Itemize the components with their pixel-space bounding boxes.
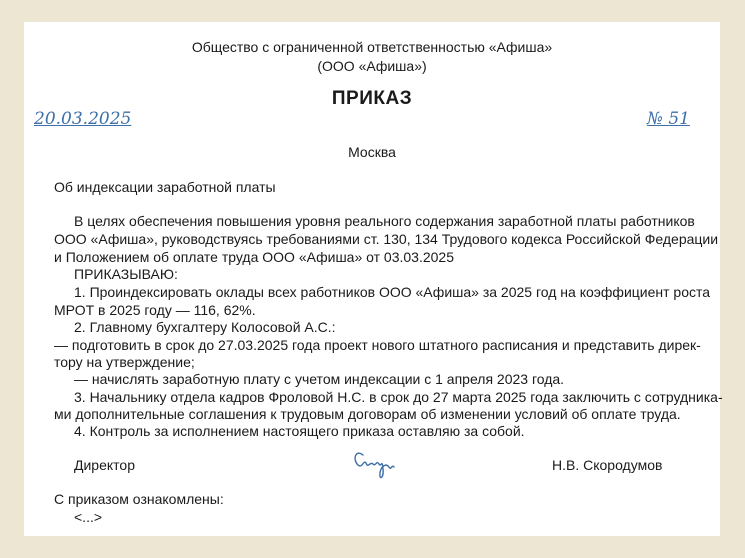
acquainted-label: С приказом ознакомлены: — [54, 491, 224, 507]
document-date: 20.03.2025 — [34, 109, 132, 129]
org-name: Общество с ограниченной ответственностью «Афиша» — [191, 39, 553, 55]
signature-icon — [350, 445, 400, 485]
body-line: 1. Проиндексировать оклады всех работников ООО «Афиша» за 2025 год на коэффициент роста — [74, 284, 711, 300]
document-number: № 51 — [646, 109, 690, 129]
org-short-name: (ООО «Афиша») — [317, 58, 427, 74]
document-sheet — [24, 22, 723, 536]
document-title: ПРИКАЗ — [331, 88, 413, 109]
body-line: — начислять заработную плату с учетом индексации с 1 апреля 2023 года. — [74, 371, 565, 387]
body-line: тору на утверждение; — [54, 354, 195, 370]
body-line: ми дополнительные соглашения к трудовым договорам об изменении условий об оплате труда. — [54, 406, 681, 422]
subject: Об индексации заработной платы — [54, 179, 276, 195]
body-line: 3. Начальнику отдела кадров Фроловой Н.С. в срок до 27 марта 2025 года заключить с сотрудника- — [74, 389, 723, 405]
body-line: 2. Главному бухгалтеру Колосовой А.С.: — [74, 319, 336, 335]
body-line: МРОТ в 2025 году — 116, 62%. — [54, 302, 256, 318]
body-line: 4. Контроль за исполнением настоящего приказа оставляю за собой. — [74, 423, 525, 439]
body-line: — подготовить в срок до 27.03.2025 года проект нового штатного расписания и представить дирек- — [54, 337, 701, 353]
body-line: В целях обеспечения повышения уровня реального содержания заработной платы работников — [74, 213, 695, 229]
order-heading: ПРИКАЗЫВАЮ: — [74, 266, 178, 282]
director-name: Н.В. Скородумов — [552, 457, 663, 473]
director-title: Директор — [74, 457, 135, 473]
body-line: ООО «Афиша», руководствуясь требованиями ст. 130, 134 Трудового кодекса Российской Федерации — [54, 231, 719, 247]
city: Москва — [348, 144, 396, 160]
acquainted-placeholder: <...> — [74, 509, 103, 525]
body-line: и Положением об оплате труда ООО «Афиша» от 03.03.2025 — [54, 249, 454, 265]
